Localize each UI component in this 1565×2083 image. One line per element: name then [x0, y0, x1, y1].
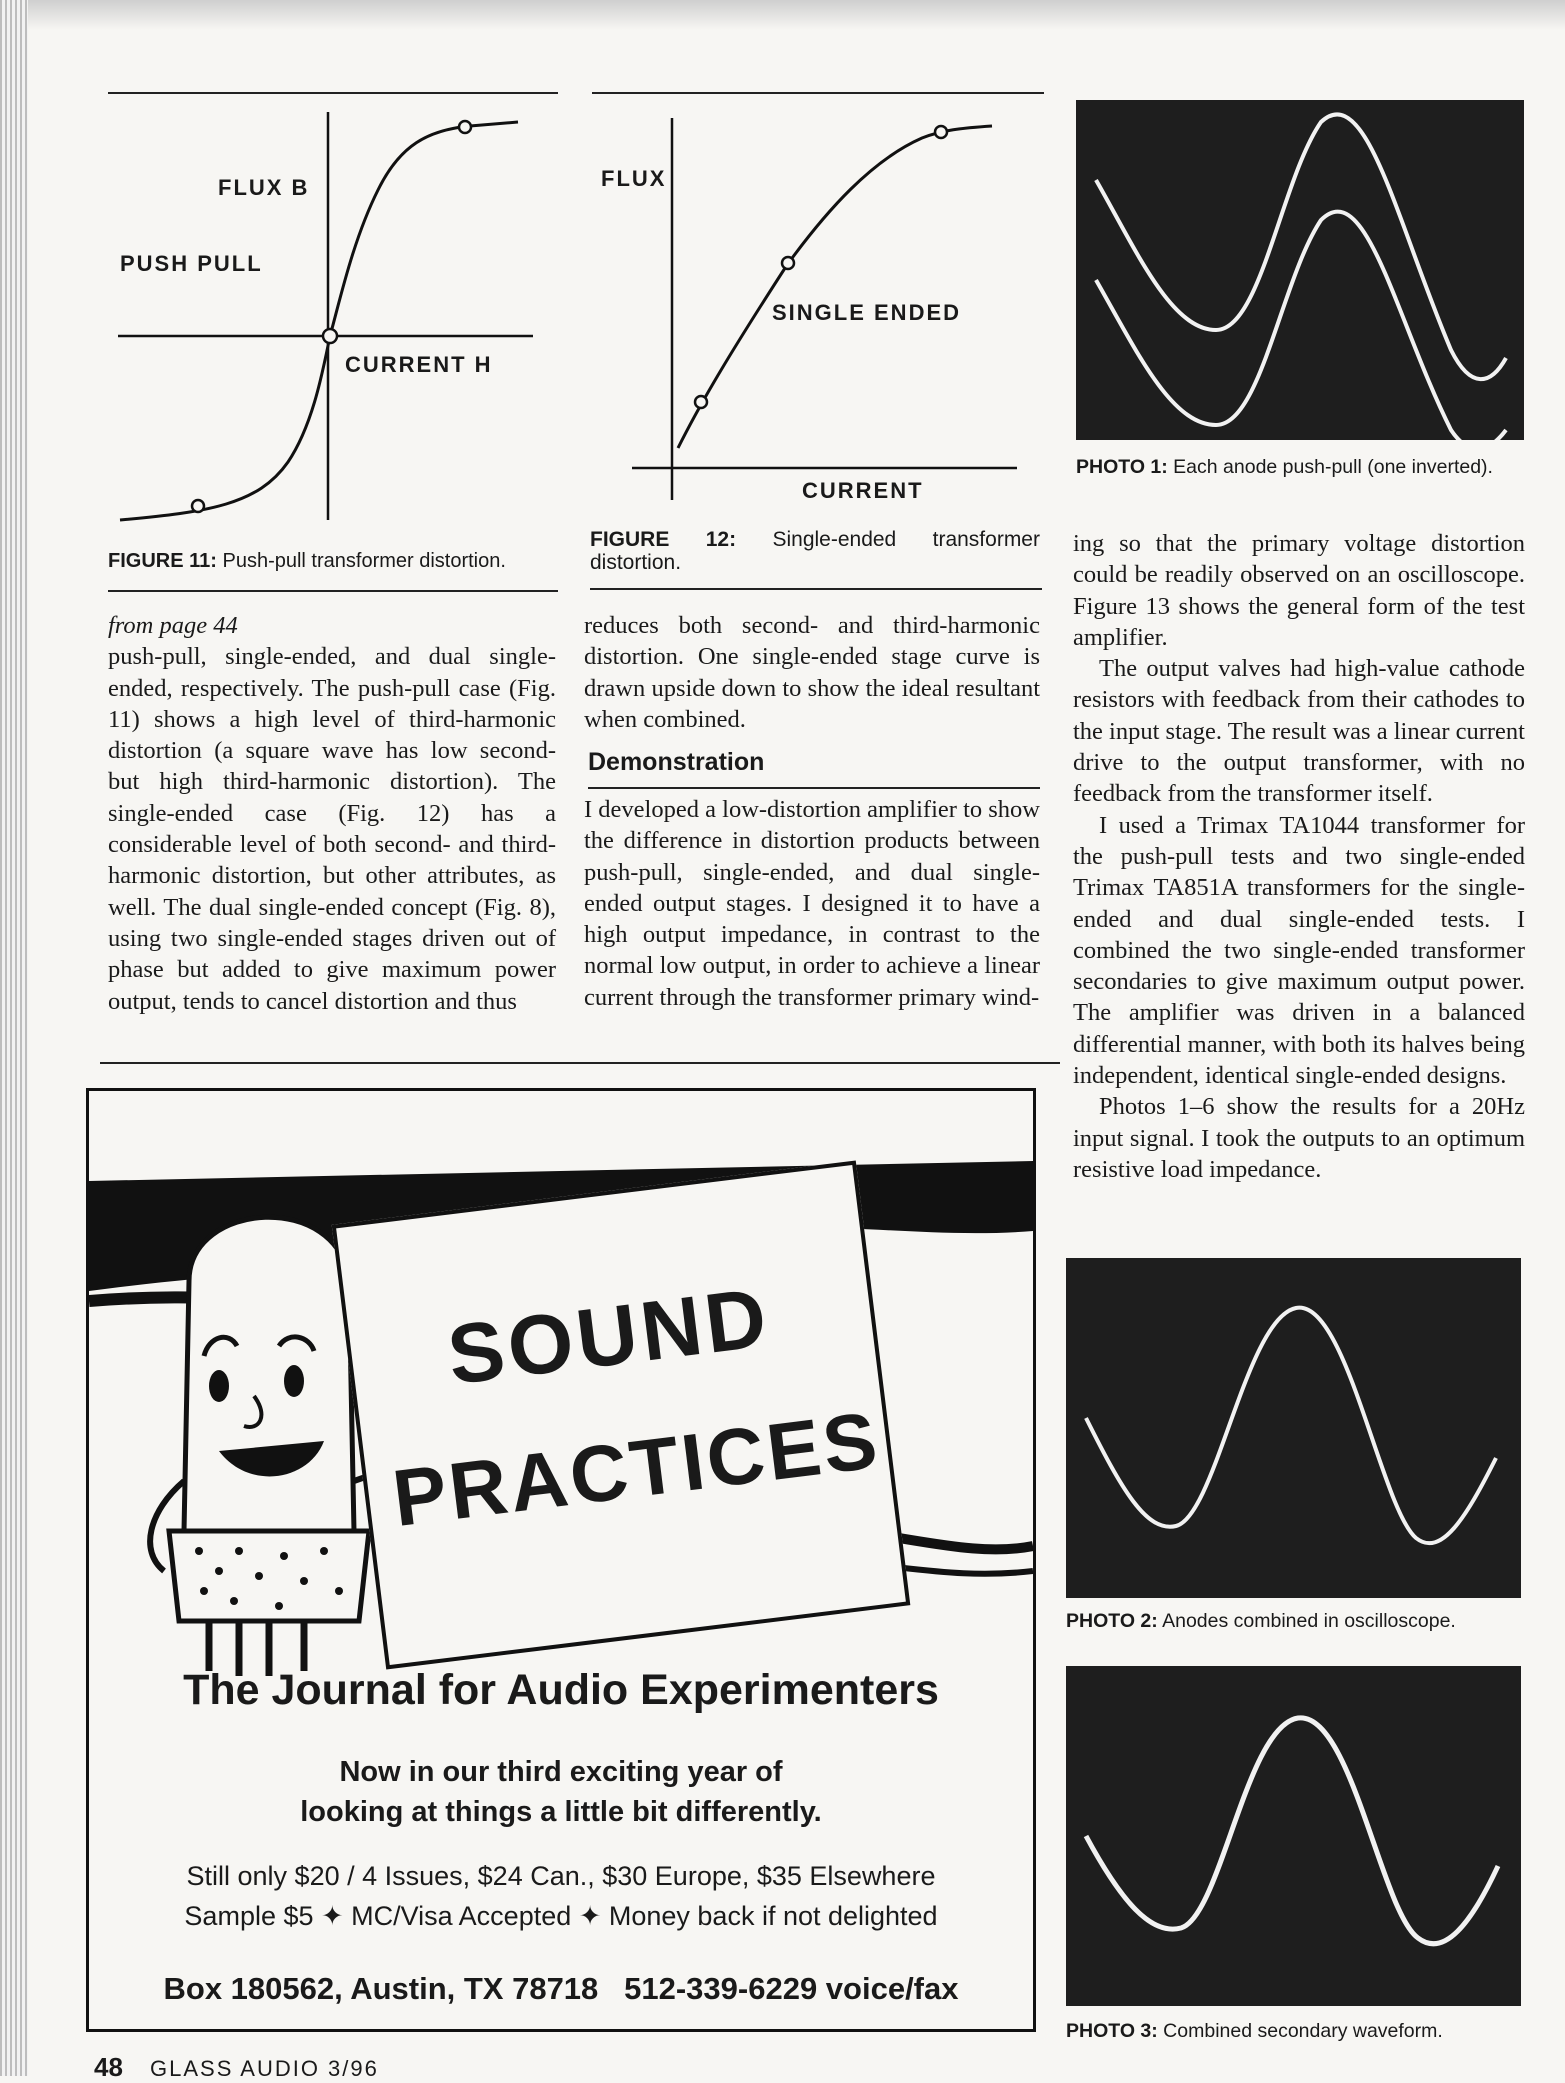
figure12-top-rule: [592, 92, 1044, 94]
figure12-caption: [590, 528, 1040, 574]
ad-price-line-1: Still only $20 / 4 Issues, $24 Can., $30 Europe, $35 Elsewhere: [186, 1861, 936, 1891]
photo2-oscilloscope: [1066, 1258, 1521, 1598]
photo3-waveform: [1066, 1666, 1521, 2006]
figure12-flux-label: FLUX: [601, 166, 667, 191]
figure12-caption-label: FIGURE 12:: [590, 528, 737, 551]
photo1-caption: [1076, 456, 1536, 479]
sound-practices-sign: [332, 1160, 911, 1669]
col3-paragraph-3: I used a Trimax TA1044 transformer for the push-pull tests and two single-ended Trimax TA851A transformers for the single-ended and dual single-ended tests. I combined the two single-ended transformer secondaries to give maximum output power. The amplifier was driven in a balanced differential manner, with both its halves being independent, identical single-ended designs.: [1073, 811, 1525, 1090]
figure11-caption-label: FIGURE 11:: [108, 550, 217, 572]
ad-pitch-line-1: Now in our third exciting year of: [339, 1756, 783, 1788]
photo2-waveform: [1066, 1258, 1521, 1598]
figure11-caption-text: Push-pull transformer distortion.: [222, 550, 506, 572]
figure12-mode-label: SINGLE ENDED: [772, 300, 962, 325]
col2-paragraph-2: I developed a low-distortion amplifier to show the difference in distortion products between push-pull, single-ended, and dual single-ended output stages. I designed it to have a high output impedance, in contrast to the normal low output, in order to achieve a linear current through the transformer primary wind-: [584, 796, 1040, 1011]
figure11-bottom-rule: [108, 590, 558, 592]
col3-paragraph-1: ing so that the primary voltage distortion could be readily observed on an oscilloscope. Figure 13 shows the general form of the test amplifier.: [1073, 530, 1525, 651]
ad-price-line-2: Sample $5 ✦ MC/Visa Accepted ✦ Money back if not delighted: [184, 1901, 938, 1931]
photo2-caption: [1066, 1610, 1526, 1633]
col3-paragraph-2: The output valves had high-value cathode resistors with feedback from their cathodes to the input stage. The result was a linear current drive to the output transformer, with no feedback from the transformer itself.: [1073, 655, 1525, 808]
figure11-flux-label: FLUX B: [218, 175, 310, 200]
ad-pitch-line-2: looking at things a little bit differently.: [300, 1796, 822, 1828]
sign-word-practices: PRACTICES: [388, 1395, 885, 1544]
article-column-1: [108, 610, 556, 1017]
ad-contact: Box 180562, Austin, TX 78718 512-339-6229 voice/fax: [163, 1971, 959, 2006]
scan-shadow: [0, 0, 1565, 30]
figure11-caption: [108, 550, 558, 573]
page-folio: 48: [94, 2052, 123, 2082]
figure11-current-label: CURRENT H: [345, 352, 493, 377]
col2-paragraph-1: reduces both second- and third-harmonic distortion. One single-ended stage curve is drawn upside down to show the ideal resultant when combined.: [584, 612, 1040, 733]
figure11-mode-label: PUSH PULL: [120, 251, 263, 276]
col3-paragraph-4: Photos 1–6 show the results for a 20Hz input signal. I took the outputs to an optimum resistive load impedance.: [1073, 1093, 1525, 1183]
sign-word-sound: SOUND: [442, 1269, 776, 1403]
photo1-caption-label: PHOTO 1:: [1076, 456, 1168, 478]
photo2-caption-label: PHOTO 2:: [1066, 1610, 1158, 1632]
figure11-top-rule: [108, 92, 558, 94]
photo1-oscilloscope: [1076, 100, 1524, 440]
photo2-caption-text: Anodes combined in oscilloscope.: [1162, 1610, 1456, 1632]
photo1-caption-text: Each anode push-pull (one inverted).: [1173, 456, 1493, 478]
article-column-2: [584, 610, 1040, 735]
photo3-caption: [1066, 2020, 1526, 2043]
photo3-caption-label: PHOTO 3:: [1066, 2020, 1158, 2042]
figure12-bottom-rule: [590, 588, 1042, 590]
figure11-graph: [108, 100, 558, 530]
figure12-current-label: CURRENT: [802, 478, 924, 503]
page-binding-edge: [0, 0, 28, 2076]
continued-from: from page 44: [108, 612, 238, 639]
photo1-waveforms: [1076, 100, 1524, 440]
ad-tagline: The Journal for Audio Experimenters: [183, 1666, 939, 1714]
photo3-oscilloscope: [1066, 1666, 1521, 2006]
section-heading-rule: [588, 787, 1040, 789]
sound-practices-ad: [86, 1088, 1036, 2032]
footer-magazine: GLASS AUDIO 3/96: [150, 2056, 379, 2081]
col1-paragraph: push-pull, single-ended, and dual single-ended, respectively. The push-pull case (Fig. 11) shows a high level of third-harmonic distortion (a square wave has low second- but high third-harmonic distortion). The single-ended case (Fig. 12) has a considerable level of both second- and third-harmonic distortion, but other attributes, as well. The dual single-ended concept (Fig. 8), using two single-ended stages driven out of phase but added to give maximum power output, tends to cancel distortion and thus: [108, 643, 556, 1015]
section-heading: Demonstration: [588, 748, 765, 776]
photo3-caption-text: Combined secondary waveform.: [1163, 2020, 1443, 2042]
figure12-caption-text: Single-ended transformer distortion.: [590, 528, 1040, 574]
ad-separator-rule: [100, 1062, 1060, 1064]
article-column-3: [1073, 528, 1525, 1185]
article-column-2b: [584, 794, 1040, 1013]
